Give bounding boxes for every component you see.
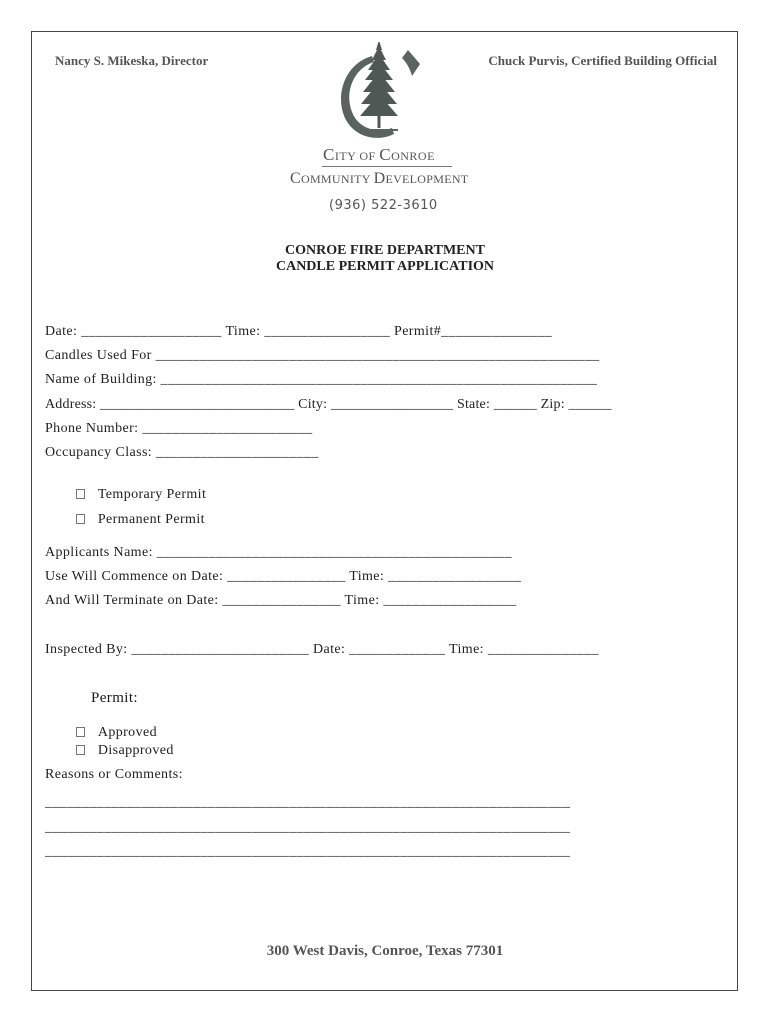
building-name-field[interactable]: Name of Building: ___________________________________________________________ xyxy=(45,372,598,387)
occupancy-class-field[interactable]: Occupancy Class: ______________________ xyxy=(45,445,319,460)
inspected-by-field[interactable]: Inspected By: ________________________ Date: _____________ Time: _______________ xyxy=(45,642,599,657)
logo-city-name: CITY OF CONROE xyxy=(323,145,435,164)
permanent-permit-label: Permanent Permit xyxy=(97,512,205,527)
commence-date-field[interactable]: Use Will Commence on Date: ________________ Time: __________________ xyxy=(45,569,522,584)
comment-line[interactable]: _______________________________________________________________________ xyxy=(45,820,571,835)
terminate-date-field[interactable]: And Will Terminate on Date: ________________ Time: __________________ xyxy=(45,593,517,608)
phone-number-field[interactable]: Phone Number: _______________________ xyxy=(45,421,313,436)
footer-address: 300 West Davis, Conroe, Texas 77301 xyxy=(266,943,504,959)
candles-used-field[interactable]: Candles Used For ____________________________________________________________ xyxy=(45,348,600,363)
approved-label: Approved xyxy=(97,725,157,740)
temporary-permit-label: Temporary Permit xyxy=(97,487,207,502)
comment-line[interactable]: _______________________________________________________________________ xyxy=(45,844,571,859)
form-title-line-2: CANDLE PERMIT APPLICATION xyxy=(275,259,495,274)
permanent-permit-option[interactable] xyxy=(68,496,205,528)
reasons-comments-label: Reasons or Comments: xyxy=(45,767,183,782)
logo-department-name: COMMUNITY DEVELOPMENT xyxy=(290,170,469,187)
director-name: Nancy S. Mikeska, Director xyxy=(55,53,209,68)
disapproved-checkbox[interactable] xyxy=(76,745,85,755)
comment-line[interactable]: _______________________________________________________________________ xyxy=(45,795,571,810)
disapproved-option[interactable] xyxy=(68,727,174,759)
logo-divider xyxy=(322,166,452,167)
permit-status-label: Permit: xyxy=(91,690,138,706)
form-title-line-1: CONROE FIRE DEPARTMENT xyxy=(285,243,485,258)
building-official-name: Chuck Purvis, Certified Building Official xyxy=(488,53,717,68)
applicant-name-field[interactable]: Applicants Name: ________________________________________________ xyxy=(45,545,512,560)
address-field[interactable]: Address: ___________________________ City: _________________ State: ______ Zip: ______ xyxy=(45,397,612,412)
permanent-permit-checkbox[interactable] xyxy=(76,514,85,524)
disapproved-label: Disapproved xyxy=(97,743,174,758)
date-time-permit-field[interactable]: Date: ___________________ Time: _________________ Permit#_______________ xyxy=(45,324,553,339)
city-logo-tree-icon xyxy=(332,42,424,142)
logo-phone: (936) 522-3610 xyxy=(329,198,438,213)
